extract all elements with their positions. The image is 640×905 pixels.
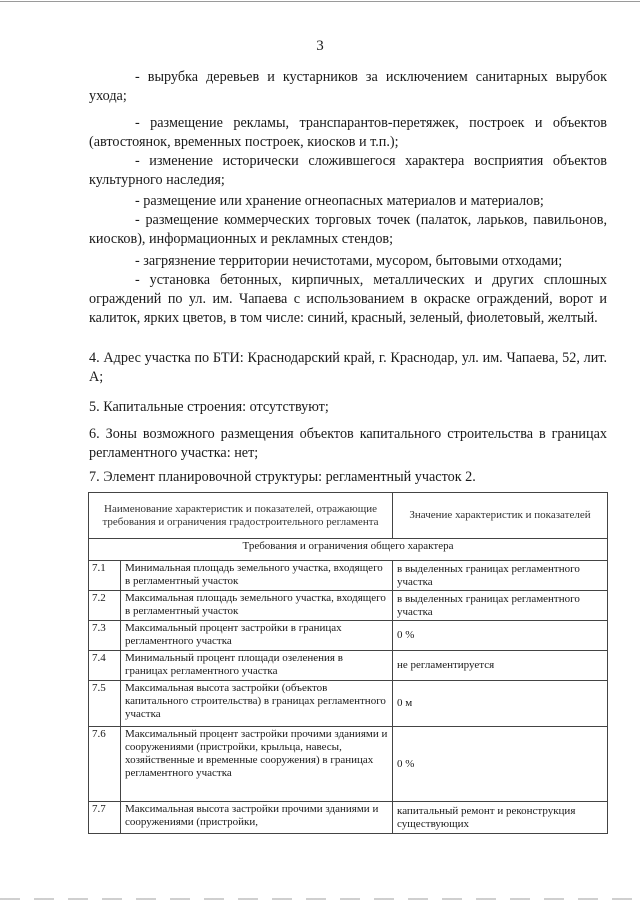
row-value: 0 м [393, 681, 608, 727]
row-name: Минимальная площадь земельного участка, входящего в регламентный участок [121, 561, 393, 591]
page-number: 3 [316, 38, 324, 54]
row-name: Минимальный процент площади озеленения в границах регламентного участка [121, 651, 393, 681]
row-value: в выделенных границах регламентного участка [393, 561, 608, 591]
table-row [89, 681, 608, 727]
row-name: Максимальная площадь земельного участка, входящего в регламентный участок [121, 591, 393, 621]
row-number: 7.1 [89, 561, 121, 591]
table-row [89, 561, 608, 591]
row-number: 7.3 [89, 621, 121, 651]
row-number: 7.7 [89, 802, 121, 834]
table-row [89, 651, 608, 681]
restriction-item: - изменение исторически сложившегося характера восприятия объектов культурного наследия; [89, 153, 607, 188]
scan-edge-noise [0, 898, 640, 900]
table-header-value: Значение характеристик и показателей [393, 493, 608, 539]
table-row [89, 727, 608, 802]
table-section-heading: Требования и ограничения общего характера [89, 539, 608, 561]
table-row [89, 591, 608, 621]
row-value: 0 % [393, 727, 608, 802]
item-capital-buildings: 5. Капитальные строения: отсутствуют; [89, 399, 329, 415]
table-row [89, 802, 608, 834]
restriction-item: - размещение коммерческих торговых точек (палаток, ларьков, павильонов, киосков), информационных и рекламных стендов; [89, 212, 607, 247]
row-value: 0 % [393, 621, 608, 651]
row-name: Максимальный процент застройки в границах регламентного участка [121, 621, 393, 651]
restriction-item: - загрязнение территории нечистотами, мусором, бытовыми отходами; [135, 253, 563, 269]
row-name: Максимальный процент застройки прочими зданиями и сооружениями (пристройки, крыльца, навесы, хозяйственные и временные сооружения) в границах регламентного участка [121, 727, 393, 802]
item-planning-element: 7. Элемент планировочной структуры: регламентный участок 2. [89, 469, 476, 485]
row-number: 7.2 [89, 591, 121, 621]
restriction-item: - установка бетонных, кирпичных, металлических и других сплошных ограждений по ул. им. Чапаева с использованием в окраске ограждений, ворот и калиток, ярких цветов, в том числе: синий, красный, зеленый, фиолетовый, желтый. [89, 272, 607, 326]
row-name: Максимальная высота застройки прочими зданиями и сооружениями (пристройки, [121, 802, 393, 834]
table-header-name: Наименование характеристик и показателей, отражающие требования и ограничения градостроительного регламента [89, 493, 393, 539]
top-edge-line [0, 1, 640, 2]
regulation-table [88, 492, 608, 834]
item-zones: 6. Зоны возможного размещения объектов капитального строительства в границах регламентного участка: нет; [89, 426, 607, 461]
table-row [89, 621, 608, 651]
row-name: Максимальная высота застройки (объектов капитального строительства) в границах регламентного участка [121, 681, 393, 727]
row-number: 7.6 [89, 727, 121, 802]
restriction-item: - размещение или хранение огнеопасных материалов и материалов; [135, 193, 544, 209]
restriction-item: - размещение рекламы, транспарантов-перетяжек, построек и объектов (автостоянок, временных построек, киосков и т.п.); [89, 115, 607, 150]
row-value: капитальный ремонт и реконструкция существующих [393, 802, 608, 834]
item-address: 4. Адрес участка по БТИ: Краснодарский край, г. Краснодар, ул. им. Чапаева, 52, лит. А; [89, 350, 607, 385]
row-value: не регламентируется [393, 651, 608, 681]
row-number: 7.5 [89, 681, 121, 727]
row-value: в выделенных границах регламентного участка [393, 591, 608, 621]
restriction-item: - вырубка деревьев и кустарников за исключением санитарных вырубок ухода; [89, 69, 607, 104]
row-number: 7.4 [89, 651, 121, 681]
